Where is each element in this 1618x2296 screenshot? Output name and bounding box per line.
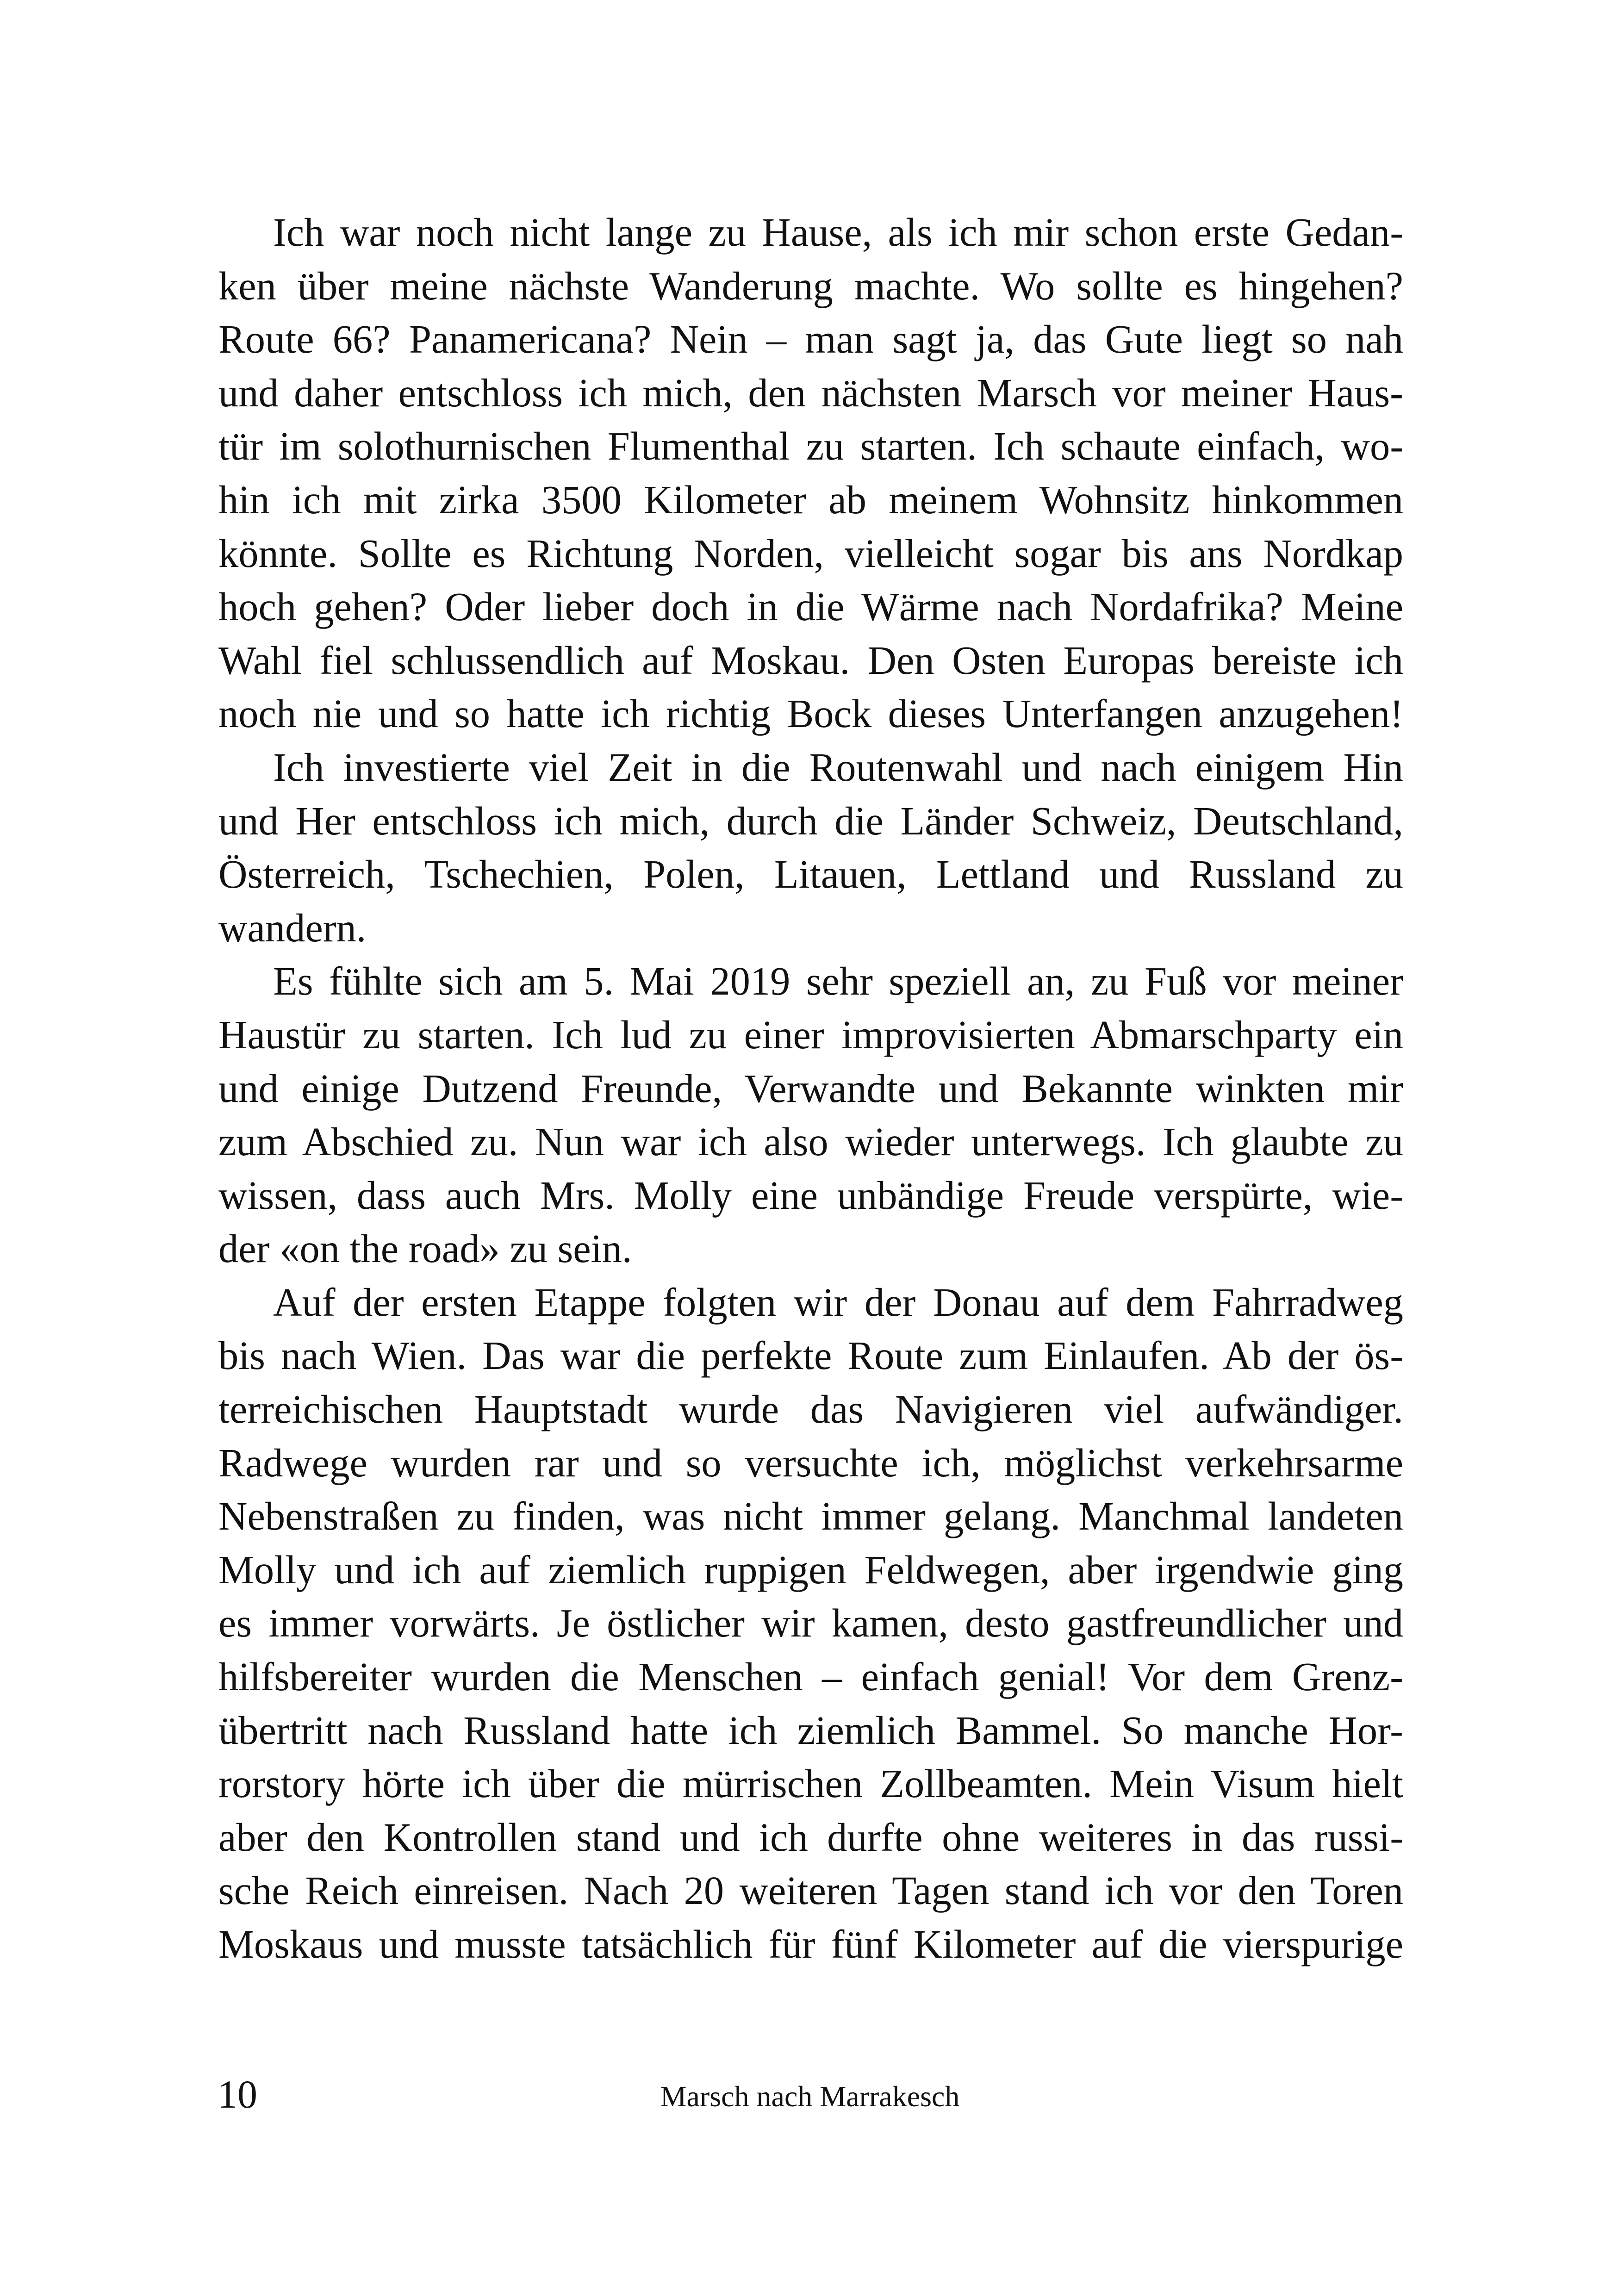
text-line: wissen, dass auch Mrs. Molly eine unbändige Freude verspürte, wie- [218, 1173, 1403, 1218]
text-line: rorstory hörte ich über die mürrischen Zollbeamten. Mein Visum hielt [218, 1761, 1403, 1806]
text-line: terreichischen Hauptstadt wurde das Navigieren viel aufwändiger. [218, 1387, 1403, 1432]
text-line: Nebenstraßen zu finden, was nicht immer gelang. Manchmal landeten [218, 1494, 1403, 1539]
text-line: Es fühlte sich am 5. Mai 2019 sehr speziell an, zu Fuß vor meiner [273, 959, 1403, 1004]
text-line: der «on the road» zu sein. [218, 1226, 632, 1271]
paragraph-1 [218, 206, 1403, 741]
running-footer-title: Marsch nach Marrakesch [660, 2080, 960, 2113]
text-line: hoch gehen? Oder lieber doch in die Wärme nach Nordafrika? Meine [218, 585, 1403, 629]
paragraph-3 [218, 955, 1403, 1276]
text-line: übertritt nach Russland hatte ich ziemlich Bammel. So manche Hor- [218, 1708, 1403, 1753]
paragraph-2 [218, 741, 1403, 955]
text-line: Molly und ich auf ziemlich ruppigen Feldwegen, aber irgendwie ging [218, 1547, 1403, 1592]
text-line: könnte. Sollte es Richtung Norden, vielleicht sogar bis ans Nordkap [218, 531, 1403, 576]
body-text [218, 206, 1403, 1972]
text-line: Route 66? Panamericana? Nein – man sagt ja, das Gute liegt so nah [218, 317, 1403, 362]
text-line: Radwege wurden rar und so versuchte ich, möglichst verkehrsarme [218, 1440, 1403, 1485]
text-line: und Her entschloss ich mich, durch die Länder Schweiz, Deutschland, [218, 798, 1403, 843]
text-line: hin ich mit zirka 3500 Kilometer ab meinem Wohnsitz hinkommen [218, 477, 1403, 522]
text-line: Wahl fiel schlussendlich auf Moskau. Den Osten Europas bereiste ich [218, 638, 1403, 683]
text-line: wandern. [218, 905, 367, 950]
text-line: Österreich, Tschechien, Polen, Litauen, Lettland und Russland zu [218, 852, 1403, 897]
text-line: es immer vorwärts. Je östlicher wir kamen, desto gastfreundlicher und [218, 1601, 1403, 1646]
text-line: bis nach Wien. Das war die perfekte Route zum Einlaufen. Ab der ös- [218, 1333, 1403, 1378]
paragraph-4 [218, 1276, 1403, 1972]
text-line: Auf der ersten Etappe folgten wir der Donau auf dem Fahrradweg [273, 1280, 1403, 1325]
text-line: aber den Kontrollen stand und ich durfte ohne weiteres in das russi- [218, 1815, 1403, 1860]
text-line: Haustür zu starten. Ich lud zu einer improvisierten Abmarschparty ein [218, 1012, 1403, 1057]
text-line: noch nie und so hatte ich richtig Bock dieses Unterfangen anzugehen! [218, 691, 1403, 736]
text-line: und daher entschloss ich mich, den nächsten Marsch vor meiner Haus- [218, 370, 1403, 415]
text-line: und einige Dutzend Freunde, Verwandte und Bekannte winkten mir [218, 1066, 1403, 1111]
page-number: 10 [218, 2072, 257, 2116]
text-line: tür im solothurnischen Flumenthal zu starten. Ich schaute einfach, wo- [218, 424, 1403, 469]
text-line: Moskaus und musste tatsächlich für fünf Kilometer auf die vierspurige [218, 1922, 1403, 1966]
text-line: ken über meine nächste Wanderung machte. Wo sollte es hingehen? [218, 263, 1403, 308]
text-line: Ich war noch nicht lange zu Hause, als ich mir schon erste Gedan- [273, 210, 1403, 255]
text-line: Ich investierte viel Zeit in die Routenwahl und nach einigem Hin [273, 745, 1403, 790]
text-line: sche Reich einreisen. Nach 20 weiteren Tagen stand ich vor den Toren [218, 1868, 1403, 1913]
text-line: zum Abschied zu. Nun war ich also wieder unterwegs. Ich glaubte zu [218, 1120, 1403, 1164]
text-line: hilfsbereiter wurden die Menschen – einfach genial! Vor dem Grenz- [218, 1655, 1403, 1699]
